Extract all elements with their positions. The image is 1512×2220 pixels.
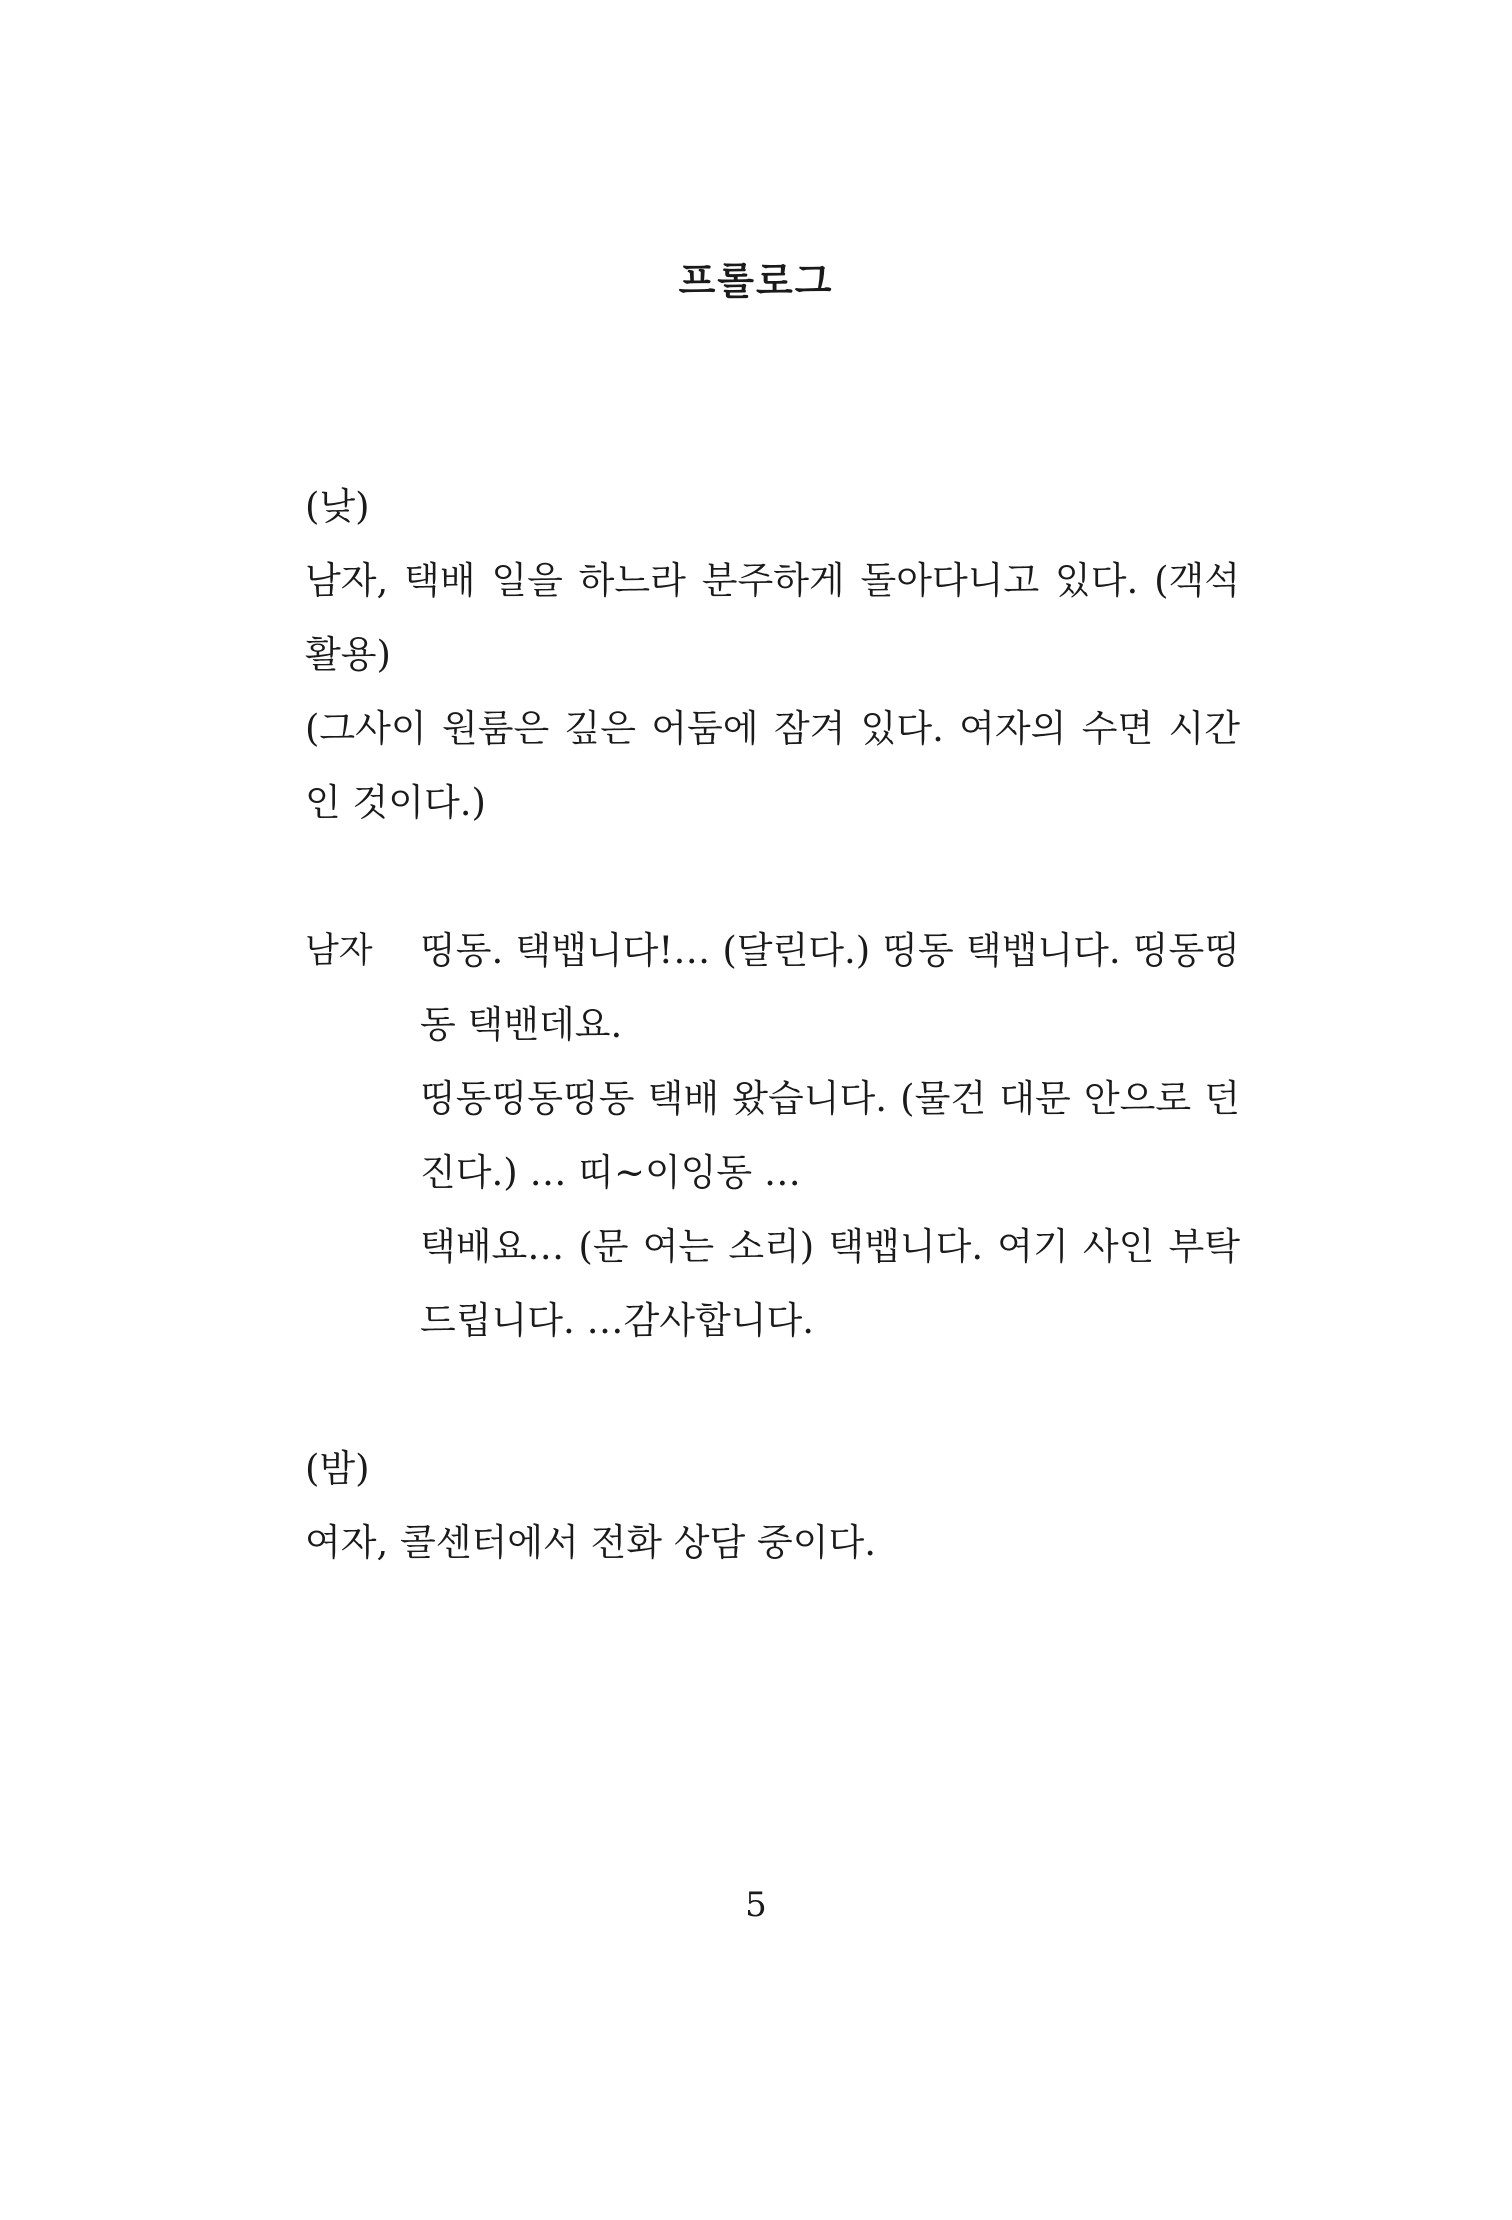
page-title: 프롤로그 <box>678 258 834 303</box>
stage-direction-note: (그사이 원룸은 깊은 어둠에 잠겨 있다. 여자의 수면 시간인 것이다.) <box>305 707 1240 824</box>
spacer <box>305 840 1240 914</box>
scene-time-day: (낮) <box>305 485 370 528</box>
dialogue-line: 택배요… (문 여는 소리) 택뱁니다. 여기 사인 부탁드립니다. …감사합니다. <box>420 1225 1240 1342</box>
dialogue-lines <box>420 914 1240 1358</box>
dialogue-block <box>305 914 1240 1358</box>
speaker-name: 남자 <box>305 931 373 971</box>
stage-direction-night: 여자, 콜센터에서 전화 상담 중이다. <box>305 1521 876 1564</box>
dialogue-line: 띵동띵동띵동 택배 왔습니다. (물건 대문 안으로 던진다.) … 띠~이잉동 … <box>420 1077 1240 1194</box>
spacer <box>305 1358 1240 1432</box>
script-body <box>305 470 1240 1580</box>
stage-direction-action: 남자, 택배 일을 하느라 분주하게 돌아다니고 있다. (객석 활용) <box>305 559 1240 676</box>
page-number: 5 <box>745 1885 767 1925</box>
scene-time-night: (밤) <box>305 1447 370 1490</box>
dialogue-line: 띵동. 택뱁니다!… (달린다.) 띵동 택뱁니다. 띵동띵동 택밴데요. <box>420 929 1240 1046</box>
